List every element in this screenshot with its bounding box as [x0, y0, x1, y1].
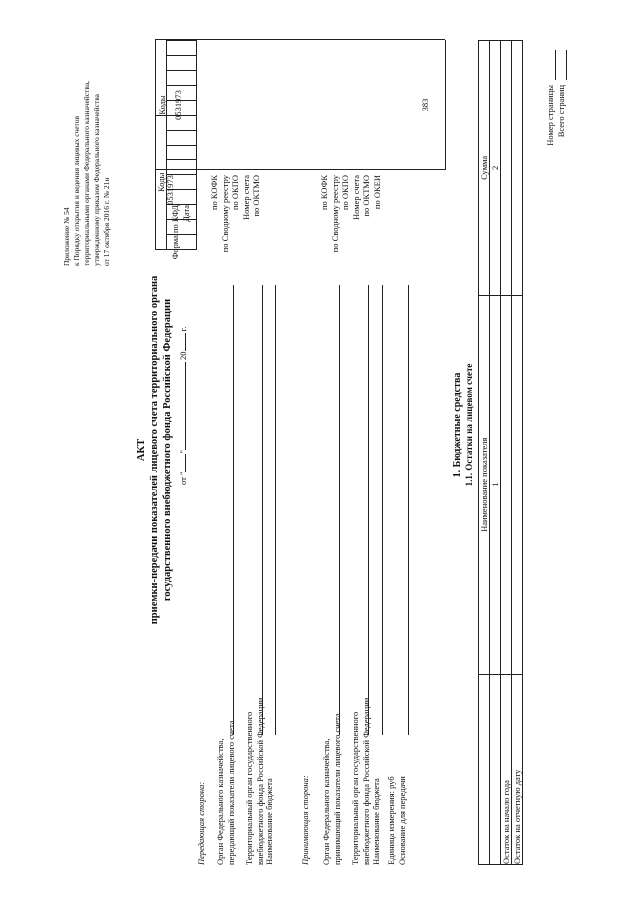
passing-territorial-line	[262, 285, 263, 735]
receiving-treasury-line	[339, 285, 340, 735]
code-okei: 383	[420, 98, 430, 112]
col-header-name: Наименование показателя	[479, 295, 490, 674]
passing-treasury-label: Орган Федерального казначейства, передающий показатели лицевого счета	[215, 720, 236, 865]
appendix-line-2: к Порядку открытия и ведения лицевых счетов	[72, 115, 81, 266]
page-counters: Номер страницы Всего страниц	[545, 85, 566, 146]
appendix-note	[62, 81, 112, 266]
codes-header: Коды	[156, 115, 167, 249]
codes-bottom	[445, 40, 446, 170]
code-kfd-value: 0531973	[165, 175, 175, 205]
passing-budget-label: Наименование бюджета	[264, 778, 274, 865]
basis-line	[408, 285, 409, 735]
passing-code-labels: по КОФК по Сводному реестру по ОКПО Номер счета по ОКТМО	[209, 175, 261, 253]
table-row	[512, 41, 523, 865]
balances-table	[478, 40, 523, 865]
codes-col-right	[155, 39, 445, 40]
date-line	[178, 327, 189, 485]
row-label-start: Остаток на начало года	[501, 674, 512, 864]
title-act: АКТ	[136, 438, 147, 462]
year-prefix: 20	[178, 351, 188, 363]
title-line-1: приемки-передачи показателей лицевого счета территориального органа	[149, 275, 160, 625]
date-prefix: от "	[178, 471, 188, 485]
col-number-1: 1	[490, 295, 501, 674]
table-row	[501, 41, 512, 865]
receiving-code-labels: по КОФК по Сводному реестру по ОКПО Номер счета по ОКТМО по ОКЕИ	[319, 175, 382, 253]
appendix-line-4: утвержденному приказом Федерального казначейства	[92, 94, 101, 266]
passing-treasury-line	[233, 285, 234, 735]
codes-header-text: Коды	[157, 95, 167, 115]
passing-territorial-label: Территориальный орган государственного внебюджетного фонда Российской Федерации	[244, 697, 265, 865]
receiving-treasury-label: Орган Федерального казначейства, принимающий показатели лицевого счета	[321, 713, 342, 865]
unit-label: Единица измерения: руб	[386, 776, 396, 865]
appendix-line-1: Приложение № 54	[62, 207, 71, 266]
receiving-territorial-label: Территориальный орган государственного внебюджетного фонда Российской Федерации	[350, 697, 371, 865]
table-spacer	[479, 674, 490, 864]
form-kfd-labels: Форма по КФД Дата	[170, 205, 191, 260]
appendix-line-3: территориальными органами Федерального казначейства,	[82, 80, 91, 266]
receiving-heading: Принимающая сторона:	[300, 775, 310, 865]
passing-heading: Передающая сторона:	[196, 781, 206, 865]
col-header-sum: Сумма	[479, 41, 490, 296]
receiving-budget-line	[382, 285, 383, 735]
date-quote: "	[178, 450, 188, 454]
title-block	[135, 245, 174, 655]
col-number-2: 2	[490, 41, 501, 296]
receiving-territorial-line	[368, 285, 369, 735]
appendix-line-5: от 17 октября 2016 г. № 21н	[102, 177, 111, 266]
title-line-2: государственного внебюджетного фонда Российской Федерации	[162, 298, 173, 602]
section-title: 1. Бюджетные средства	[452, 372, 463, 478]
section-subtitle: 1.1. Остатки на лицевом счете	[464, 363, 474, 487]
receiving-budget-label: Наименование бюджета	[371, 778, 381, 865]
row-label-report: Остаток на отчетную дату	[512, 674, 523, 864]
code-kfd: 0531973	[173, 90, 183, 120]
year-suffix: г.	[178, 326, 188, 334]
basis-label: Основание для передачи	[397, 776, 407, 865]
codes-top	[155, 40, 156, 170]
codes-col-left	[155, 169, 445, 170]
passing-budget-line	[275, 285, 276, 735]
